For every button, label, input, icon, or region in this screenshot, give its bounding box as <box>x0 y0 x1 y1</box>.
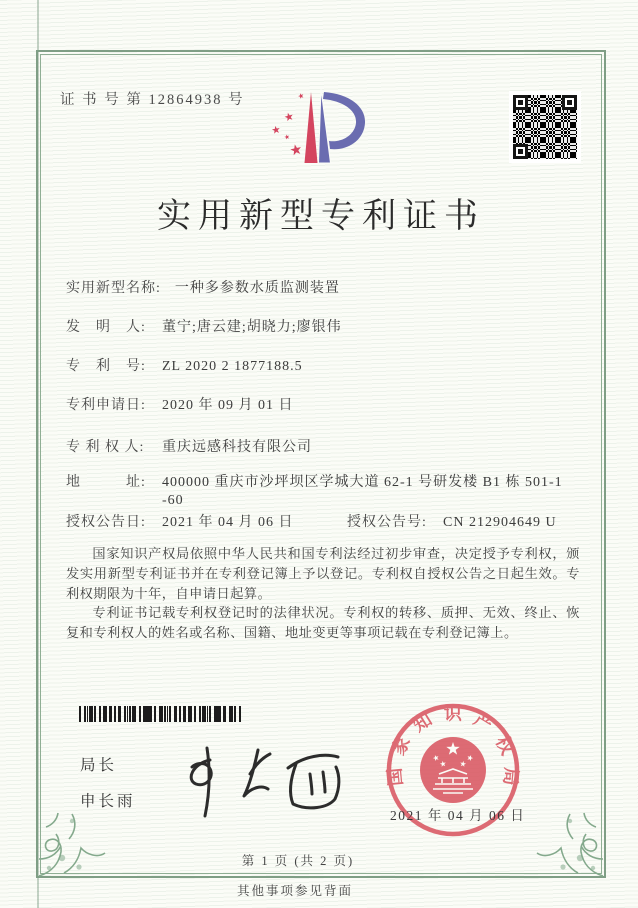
field-label: 发 明 人: <box>66 320 146 335</box>
field-row-grant <box>66 514 578 532</box>
certificate-title: 实用新型专利证书 <box>157 198 485 235</box>
address-line-2: -60 <box>162 493 184 508</box>
grant-number-pair <box>347 514 557 532</box>
field-row-patentee <box>66 439 578 457</box>
field-value: 2020 年 09 月 01 日 <box>162 398 294 413</box>
seal-date: 2021 年 04 月 06 日 <box>390 808 526 823</box>
field-label: 授权公告号: <box>347 515 427 530</box>
floral-ornament-bottom-left-icon <box>36 797 118 879</box>
cnipa-logo-icon <box>268 88 378 174</box>
certificate-number: 证 书 号 第 12864938 号 <box>60 92 245 108</box>
field-row-utility-model-name <box>66 280 578 298</box>
floral-ornament-bottom-right-icon <box>524 797 606 879</box>
qr-finder-topleft <box>513 95 528 110</box>
field-value <box>162 474 563 510</box>
qr-code <box>512 94 578 160</box>
certificate-border-frame <box>36 50 606 878</box>
field-label: 授权公告日: <box>66 515 146 530</box>
field-value: 董宁;唐云建;胡晓力;廖银伟 <box>162 320 342 335</box>
legal-text-block <box>66 544 580 643</box>
address-line-1: 400000 重庆市沙坪坝区学城大道 62-1 号研发楼 B1 栋 501-1 <box>162 475 563 490</box>
field-value: CN 212904649 U <box>443 515 557 530</box>
back-side-note: 其他事项参见背面 <box>236 884 353 898</box>
seal-agency-text: 国家知识产权局 <box>384 703 522 787</box>
field-label: 地 址: <box>66 475 146 490</box>
field-label: 专 利 权 人: <box>66 440 145 455</box>
field-row-filing-date <box>66 397 578 415</box>
legal-paragraph-2: 专利证书记载专利权登记时的法律状况。专利权的转移、质押、无效、终止、恢复和专利权人的姓名或名称、国籍、地址变更等事项记载在专利登记簿上。 <box>66 605 580 641</box>
signer-name: 申长雨 <box>80 793 136 810</box>
field-value: 一种多参数水质监测装置 <box>174 281 340 296</box>
field-value: ZL 2020 2 1877188.5 <box>162 359 303 374</box>
field-row-patent-number <box>66 358 578 376</box>
field-row-inventors <box>66 319 578 337</box>
qr-finder-topright <box>562 95 577 110</box>
field-row-address <box>66 474 578 510</box>
field-label: 实用新型名称: <box>66 281 161 296</box>
field-label: 专利申请日: <box>66 398 146 413</box>
legal-paragraph-1: 国家知识产权局依照中华人民共和国专利法经过初步审查，决定授予专利权，颁发实用新型专利证书并在专利登记簿上予以登记。专利权自授权公告之日起生效。专利权期限为十年，自申请日起算。 <box>66 546 580 601</box>
barcode <box>79 706 243 722</box>
qr-finder-bottomleft <box>513 144 528 159</box>
field-value: 2021 年 04 月 06 日 <box>162 515 294 530</box>
signer-title: 局长 <box>80 757 118 774</box>
director-signature <box>176 738 376 828</box>
national-emblem-icon <box>420 737 486 803</box>
page-number: 第 1 页 (共 2 页) <box>241 854 355 868</box>
field-label: 专 利 号: <box>66 359 146 374</box>
field-value: 重庆远感科技有限公司 <box>162 440 312 455</box>
